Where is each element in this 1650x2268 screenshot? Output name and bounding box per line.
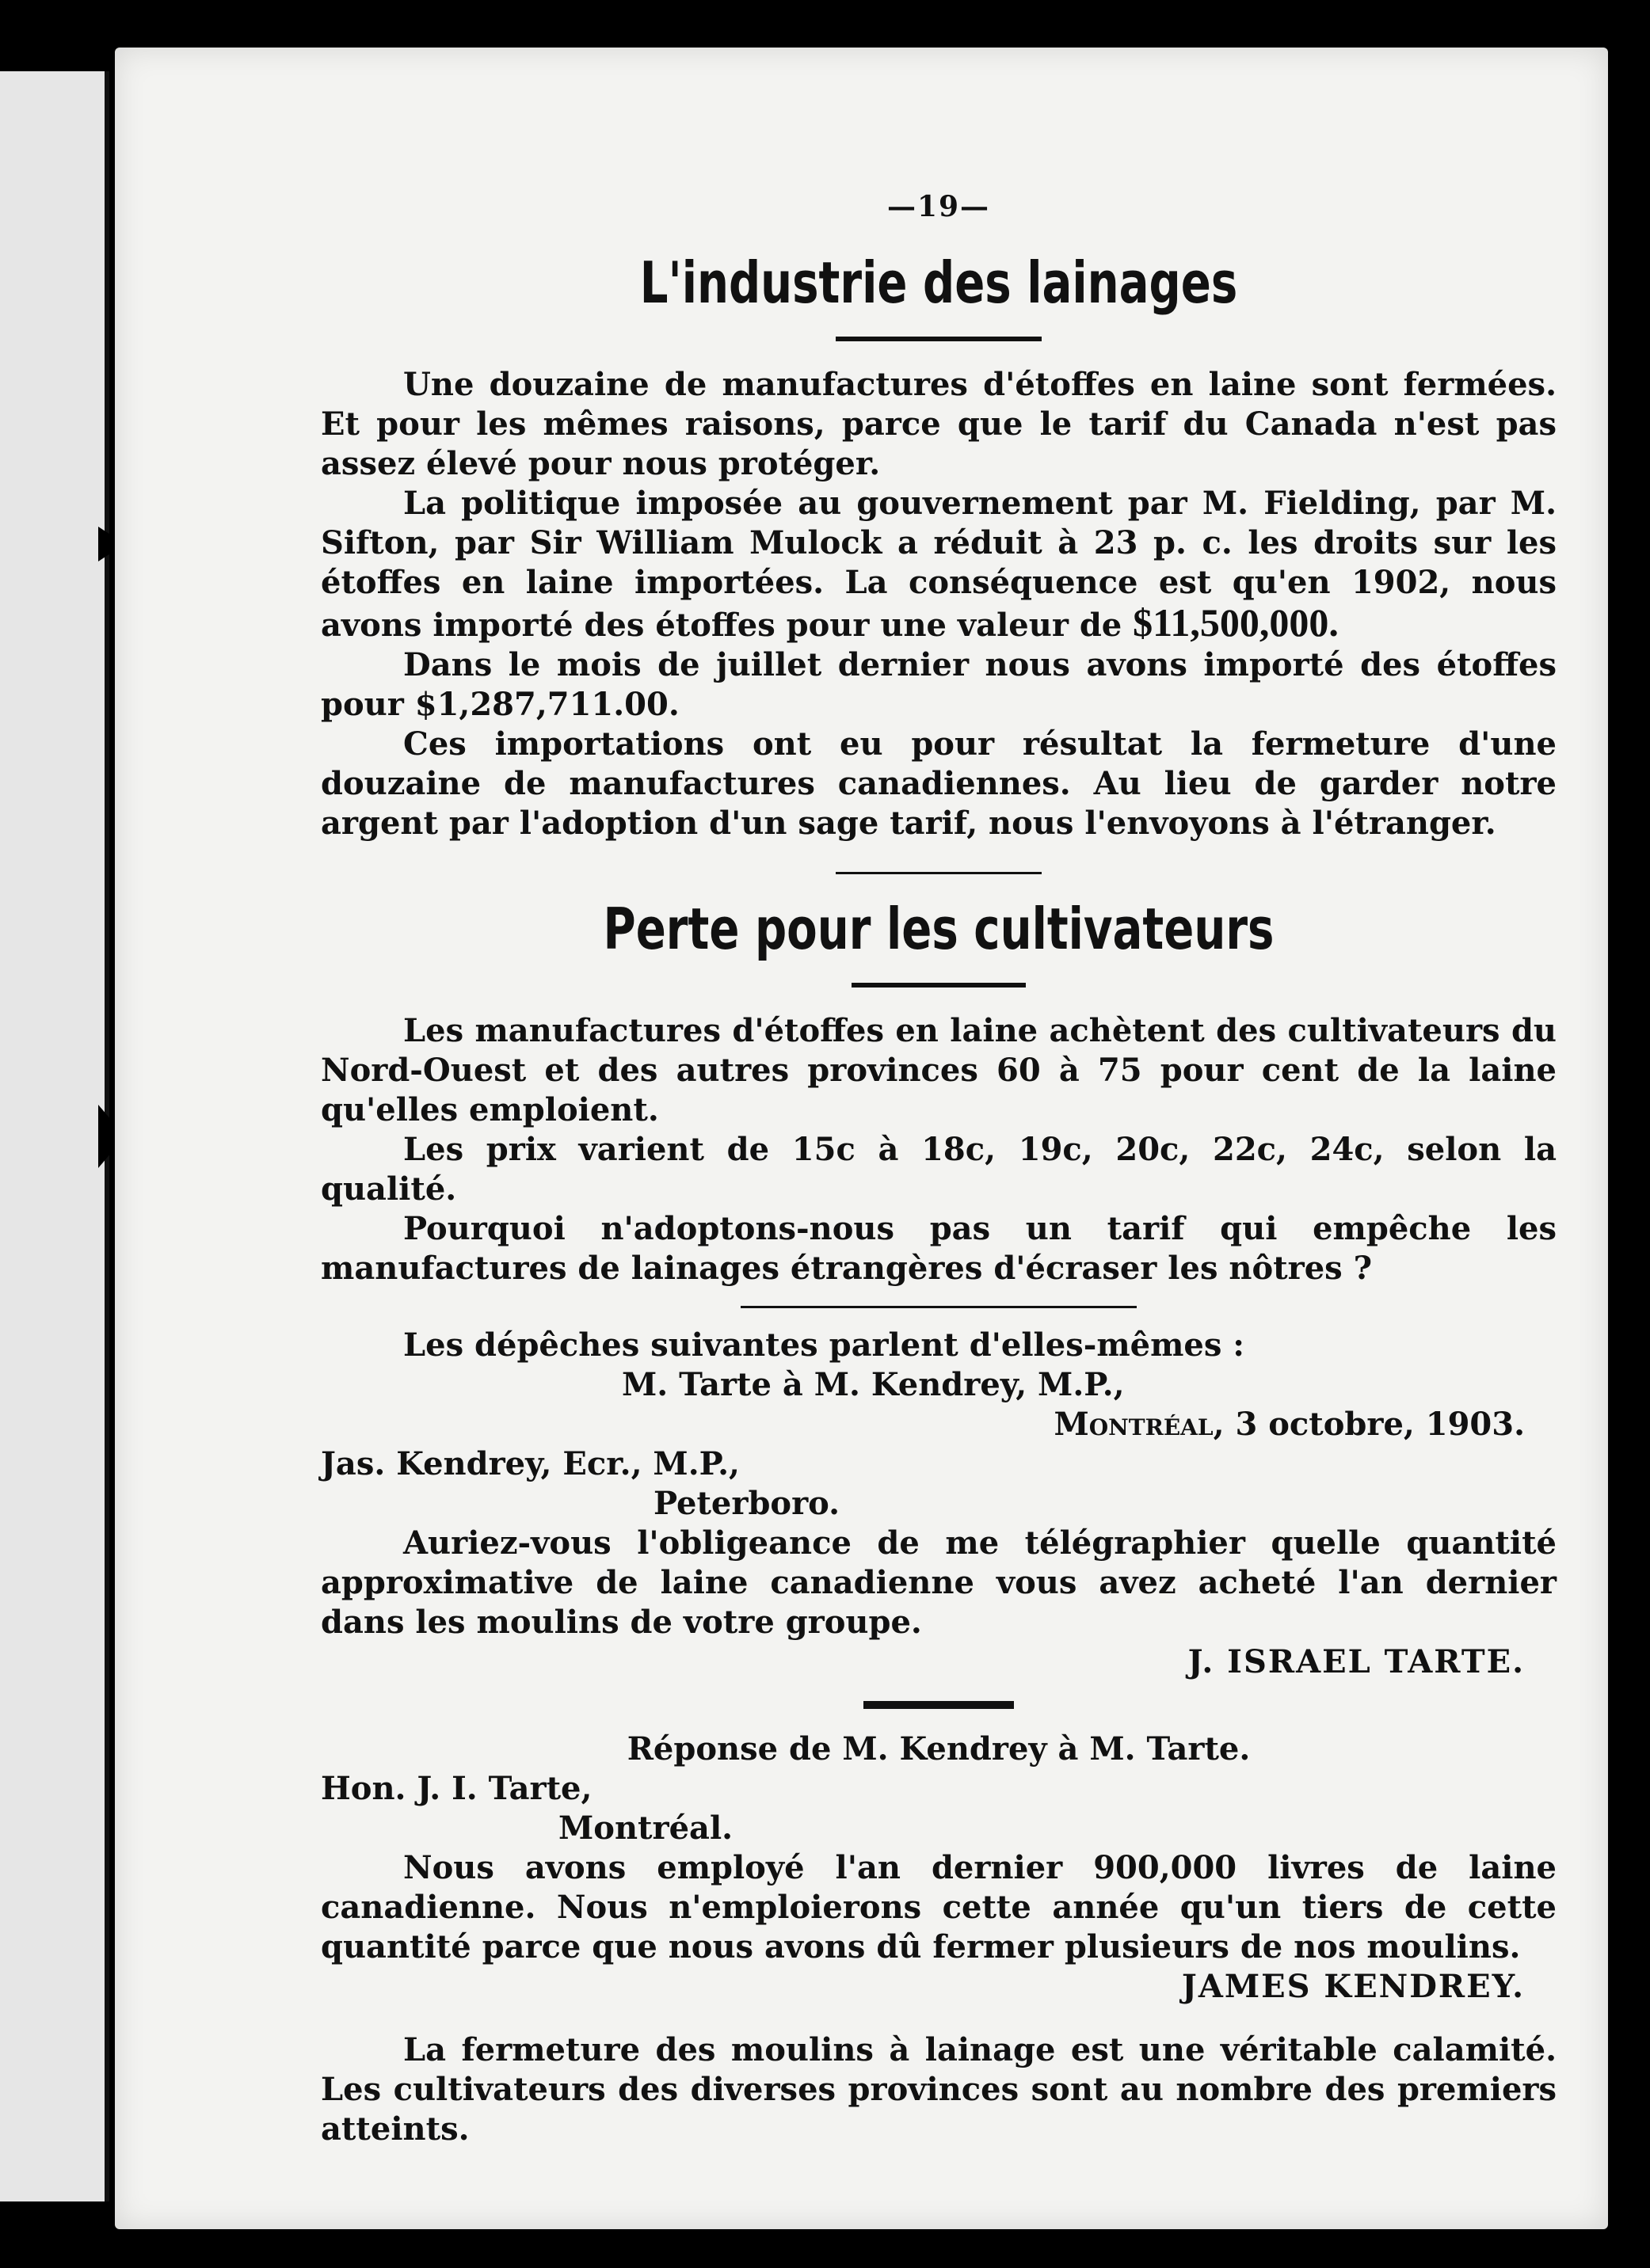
reply-heading: Réponse de M. Kendrey à M. Tarte.	[627, 1730, 1251, 1768]
paragraph: Ces importations ont eu pour résultat la fermeture d'une douzaine de manufactures canadiennes. Au lieu de garder notre argent par l'adoption d'un sage tarif, nous l'envoyons à l'étranger.	[321, 725, 1557, 843]
paragraph-politique	[321, 484, 1557, 645]
page-number: —19—	[886, 190, 991, 223]
divider-rule	[836, 337, 1042, 341]
telegram-place: Montréal,	[1054, 1406, 1225, 1444]
paragraph: Pourquoi n'adoptons-nous pas un tarif qui empêche les manufactures de lainages étrangères d'écraser les nôtres ?	[321, 1210, 1557, 1288]
section-title-lainages: L'industrie des lainages	[639, 249, 1238, 316]
closing-paragraph: La fermeture des moulins à lainage est une véritable calamité. Les cultivateurs des diverses provinces sont au nombre des premiers atteints.	[321, 2031, 1557, 2148]
paragraph: Dans le mois de juillet dernier nous avons importé des étoffes pour $1,287,711.00.	[321, 646, 1557, 724]
import-amount: $11,500,000.	[1133, 600, 1339, 645]
reply-addressee: Hon. J. I. Tarte,	[321, 1770, 593, 1808]
politique-text: La politique imposée au gouvernement par M. Fielding, par M. Sifton, par Sir William Mulock a réduit à 23 p. c. les droits sur les étoffes en laine importées. La conséquence est qu'en 1902, nous avons importé des étoffes pour une valeur de	[321, 485, 1557, 645]
page-content	[321, 95, 1557, 2149]
telegram-signature: J. ISRAEL TARTE.	[1187, 1643, 1525, 1681]
telegram-heading: M. Tarte à M. Kendrey, M.P.,	[622, 1366, 1125, 1404]
divider-rule	[863, 1701, 1014, 1709]
divider-rule	[741, 1306, 1137, 1308]
reply-signature: JAMES KENDREY.	[1181, 1968, 1525, 2006]
reply-body: Nous avons employé l'an dernier 900,000 livres de laine canadienne. Nous n'emploierons cette année qu'un tiers de cette quantité parce que nous avons dû fermer plusieurs de nos moulins.	[321, 1849, 1557, 1966]
telegram-body: Auriez-vous l'obligeance de me télégraphier quelle quantité approximative de laine canadienne vous avez acheté l'an dernier dans les moulins de votre groupe.	[321, 1524, 1557, 1642]
telegram-date: 3 octobre, 1903.	[1235, 1406, 1525, 1444]
section-title-cultivateurs: Perte pour les cultivateurs	[603, 896, 1275, 963]
paragraph: Une douzaine de manufactures d'étoffes en laine sont fermées. Et pour les mêmes raisons, parce que le tarif du Canada n'est pas assez élevé pour nous protéger.	[321, 366, 1557, 483]
previous-page-edge	[0, 71, 109, 2201]
divider-rule	[836, 872, 1042, 874]
paragraph: Les manufactures d'étoffes en laine achètent des cultivateurs du Nord-Ouest et des autres provinces 60 à 75 pour cent de la laine qu'elles emploient.	[321, 1012, 1557, 1129]
paragraph: Les prix varient de 15c à 18c, 19c, 20c, 22c, 24c, selon la qualité.	[321, 1131, 1557, 1208]
telegram-intro: Les dépêches suivantes parlent d'elles-mêmes :	[403, 1326, 1245, 1364]
document-page	[115, 48, 1608, 2229]
divider-rule	[852, 983, 1026, 987]
reply-addressee-city: Montréal.	[558, 1809, 734, 1848]
telegram-addressee: Jas. Kendrey, Ecr., M.P.,	[321, 1445, 740, 1483]
telegram-addressee-city: Peterboro.	[654, 1485, 840, 1523]
telegram-dateline	[321, 1405, 1557, 1444]
